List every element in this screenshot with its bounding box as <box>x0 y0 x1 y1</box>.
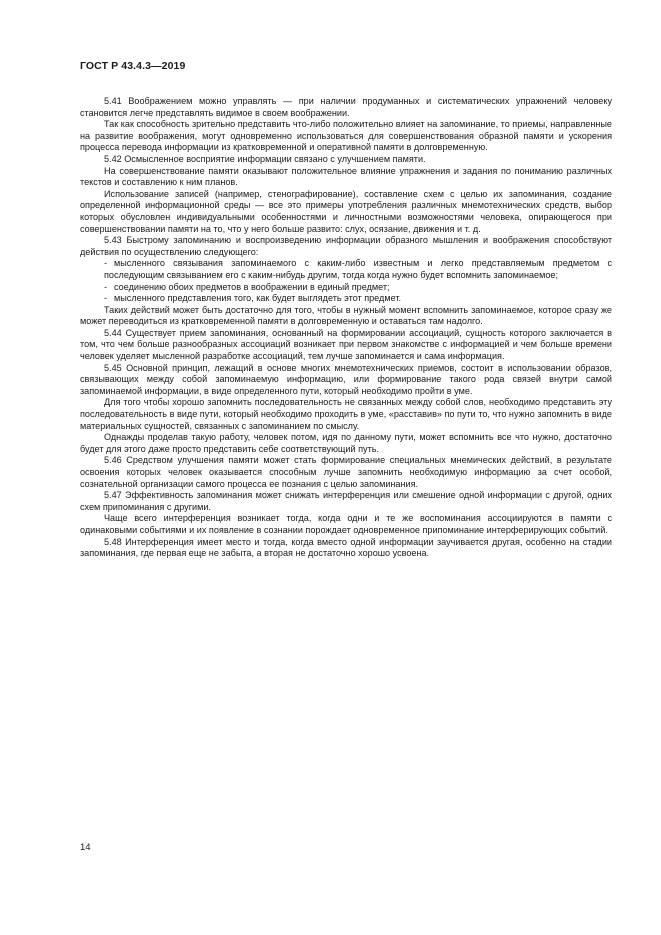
paragraph: Для того чтобы хорошо запомнить последовательность не связанных между собой слов, необходимо представить эту последовательность в виде пути, который необходимо проходить в уме, «расставив» по пути то, что нужно запомнить в виде материальных сущностей, связанных с запоминанием по смыслу. <box>80 397 612 431</box>
list-item-text: мысленного связывания запоминаемого с каким-либо известным и легко представляемым предметом с последующим связыванием его с каким-нибудь другим, тогда когда нужно будет вспомнить запоминаемое; <box>104 258 612 280</box>
dash-marker: - <box>104 258 108 269</box>
paragraph: На совершенствование памяти оказывают положительное влияние упражнения и задания по пониманию различных текстов и составлению к ним планов. <box>80 165 612 188</box>
dash-marker: - <box>104 293 108 304</box>
paragraph: 5.47 Эффективность запоминания может снижать интерференция или смешение одной информации с другой, одних схем припоминания с другими. <box>80 490 612 512</box>
paragraph: 5.43 Быстрому запоминанию и воспроизведению информации образного мышления и воображения способствуют действия по осуществлению следующего: <box>80 235 612 257</box>
list-item <box>80 293 612 305</box>
paragraph: Таких действий может быть достаточно для того, чтобы в нужный момент вспомнить запоминаемое, которое сразу же может переводиться из кратковременной памяти в долговременную и оставаться там надолго. <box>80 304 612 327</box>
list-item <box>80 258 612 281</box>
list-item-text: соединению обоих предметов в воображении в единый предмет; <box>114 281 390 292</box>
paragraph: Так как способность зрительно представить что-либо положительно влияет на запоминание, то приемы, направленные на развитие воображения, могут одновременно использоваться для совершенствования образной памяти и ускорения процесса перевода информации из кратковременной и оперативной памяти в долговременную. <box>80 119 612 153</box>
paragraph: 5.42 Осмысленное восприятие информации связано с улучшением памяти. <box>104 153 426 164</box>
paragraph: 5.41 Воображением можно управлять — при наличии продуманных и систематических упражнений человеку становится легче представлять видимое в своем воображении. <box>80 96 612 118</box>
dash-marker: - <box>104 281 108 292</box>
paragraph: Однажды проделав такую работу, человек потом, идя по данному пути, может вспомнить все что нужно, достаточно будет для этого даже просто представить себе соответствующий путь. <box>80 432 612 454</box>
paragraph: Использование записей (например, стенографирование), составление схем с целью их запоминания, создание определенной информационной среды — все это примеры употребления различных мнемотехнических средств, выбор которых обусловлен индивидуальными особенностями и личностными возможностями человека, опирающегося при совершенствовании памяти на то, что у него больше развито: слух, осязание, движения и т. д. <box>80 188 612 234</box>
list-item <box>80 282 612 294</box>
paragraph: 5.46 Средством улучшения памяти может стать формирование специальных мнемических действий, в результате освоения которых человек оказывается способным лучше запомнить необходимую информацию за счет особой, сознательной организации самого процесса ее познания с целью запоминания. <box>80 455 612 489</box>
list-item-text: мысленного представления того, как будет выглядеть этот предмет. <box>114 293 402 304</box>
document-header: ГОСТ Р 43.4.3—2019 <box>80 60 186 72</box>
page-number: 14 <box>80 842 91 853</box>
body-text <box>80 96 612 560</box>
paragraph: 5.48 Интерференция имеет место и тогда, когда вместо одной информации заучивается другая, особенно на стадии запоминания, где первая еще не забыта, а вторая не достаточно хорошо усвоена. <box>80 536 612 559</box>
paragraph: 5.45 Основной принцип, лежащий в основе многих мнемотехнических приемов, состоит в использовании образов, связывающих между собой запоминаемую информацию, или формирование такого рода связей внутри самой запоминаемой информации, в виде определенного пути, который необходимо пройти в уме. <box>80 362 612 396</box>
paragraph: 5.44 Существует прием запоминания, основанный на формировании ассоциаций, сущность которого заключается в том, что чем больше разнообразных ассоциаций возникает при первом знакомстве с информацией и чем больше времени человек уделяет мысленной разработке ассоциаций, тем лучше запоминается и сама информация. <box>80 327 612 362</box>
paragraph: Чаще всего интерференция возникает тогда, когда одни и те же воспоминания ассоциируются в памяти с одинаковыми событиями и их появление в сознании порождает одновременное припоминание интерферирующих событий. <box>80 513 612 535</box>
